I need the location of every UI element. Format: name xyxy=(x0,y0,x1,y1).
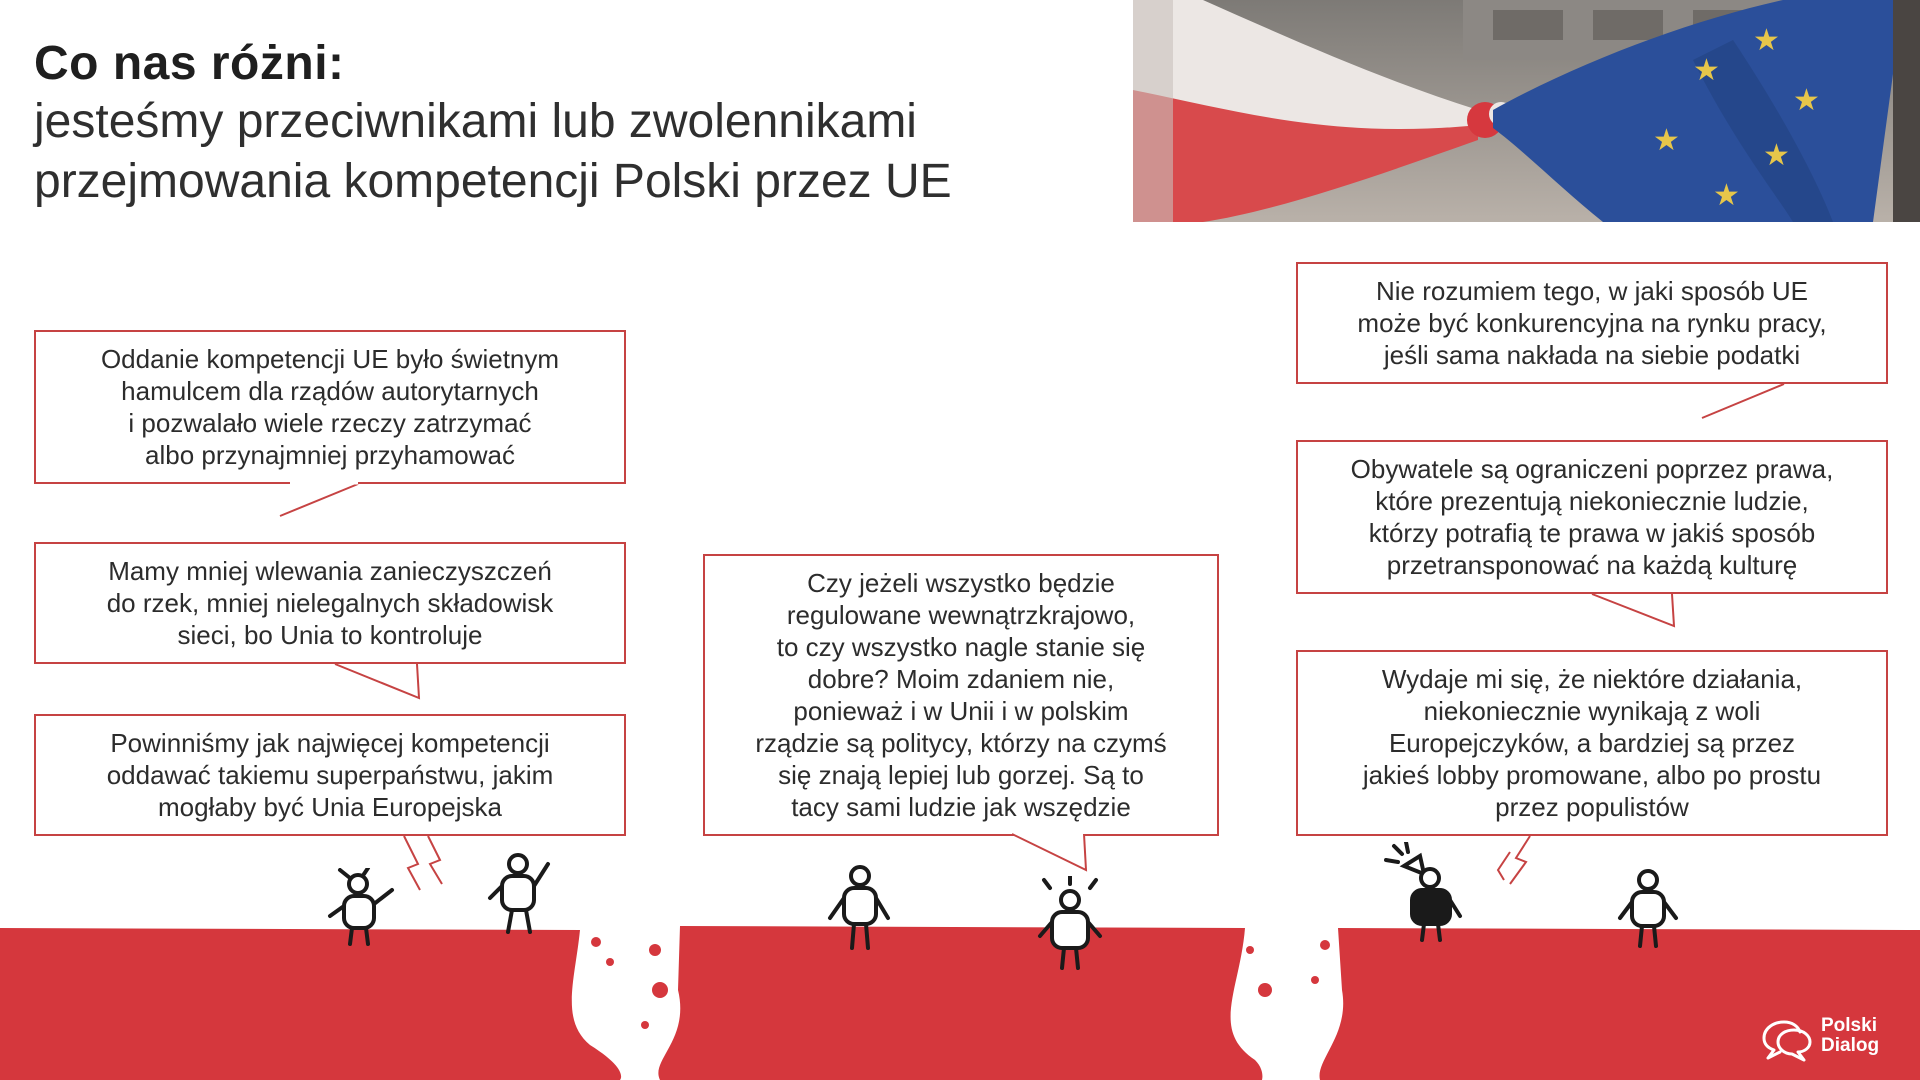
quote-text-5: Nie rozumiem tego, w jaki sposób UE może być konkurencyjna na rynku pracy, jeśli sama nakłada na siebie podatki xyxy=(1357,276,1827,370)
logo-text-line2: Dialog xyxy=(1821,1035,1880,1056)
page-subtitle-line1: jesteśmy przeciwnikami lub zwolennikami xyxy=(34,95,917,148)
quote-bubble-1-tail xyxy=(280,482,360,520)
svg-text:★: ★ xyxy=(1713,178,1740,213)
quote-bubble-7-tail xyxy=(1490,834,1540,886)
page-subtitle-line2: przejmowania kompetencji Polski przez UE xyxy=(34,155,952,208)
person-figure-1 xyxy=(320,868,400,948)
quote-bubble-2 xyxy=(34,542,626,664)
quote-text-1: Oddanie kompetencji UE było świetnym hamulcem dla rządów autorytarnych i pozwalało wiele rzeczy zatrzymać albo przynajmniej przyhamować xyxy=(100,344,560,470)
quote-text-7: Wydaje mi się, że niektóre działania, niekoniecznie wynikają z woli Europejczyków, a bardziej są przez jakieś lobby promowane, albo po prostu przez populistów xyxy=(1362,664,1822,822)
header xyxy=(34,36,1114,212)
quote-text-2: Mamy mniej wlewania zanieczyszczeń do rzek, mniej nielegalnych składowisk sieci, bo Unia to kontroluje xyxy=(106,556,554,650)
flags-photo xyxy=(1133,0,1920,222)
quote-bubble-3 xyxy=(34,714,626,836)
quote-bubble-5 xyxy=(1296,262,1888,384)
svg-text:★: ★ xyxy=(1753,23,1780,58)
page-title: Co nas różni: xyxy=(34,37,345,90)
quote-text-4: Czy jeżeli wszystko będzie regulowane wewnątrzkrajowo, to czy wszystko nagle stanie się dobre? Moim zdaniem nie, ponieważ i w Unii i w polskim rządzie są politycy, którzy na czymś się znają lepiej lub gorzej. Są to tacy sami ludzie jak wszędzie xyxy=(755,568,1167,822)
svg-text:★: ★ xyxy=(1763,138,1790,173)
person-figure-2 xyxy=(480,850,560,936)
quote-bubble-7 xyxy=(1296,650,1888,836)
person-figure-3 xyxy=(820,862,900,952)
person-figure-5 xyxy=(1384,842,1464,942)
svg-text:★: ★ xyxy=(1653,123,1680,158)
person-figure-6 xyxy=(1612,868,1682,950)
quote-bubble-5-tail xyxy=(1700,382,1790,422)
svg-text:★: ★ xyxy=(1793,83,1820,118)
quote-bubble-6 xyxy=(1296,440,1888,594)
logo-text xyxy=(1821,1016,1879,1056)
speech-bubble-icon xyxy=(1758,1016,1814,1062)
svg-text:★: ★ xyxy=(1693,53,1720,88)
quote-bubble-4-tail xyxy=(1010,834,1090,874)
quote-bubble-6-tail xyxy=(1590,592,1680,630)
quote-bubble-4 xyxy=(703,554,1219,836)
person-figure-4 xyxy=(1030,876,1110,972)
quote-bubble-1 xyxy=(34,330,626,484)
quote-bubble-3-tail xyxy=(400,834,450,892)
flag-photo-illustration xyxy=(1133,0,1920,222)
logo-text-line1: Polski xyxy=(1821,1015,1877,1036)
quote-bubble-2-tail xyxy=(335,662,425,702)
quote-text-3: Powinniśmy jak najwięcej kompetencji oddawać takiemu superpaństwu, jakim mogłaby być Unia Europejska xyxy=(106,728,554,822)
quote-text-6: Obywatele są ograniczeni poprzez prawa, które prezentują niekoniecznie ludzie, którzy potrafią te prawa w jakiś sposób przetransponować na każdą kulturę xyxy=(1350,454,1834,580)
